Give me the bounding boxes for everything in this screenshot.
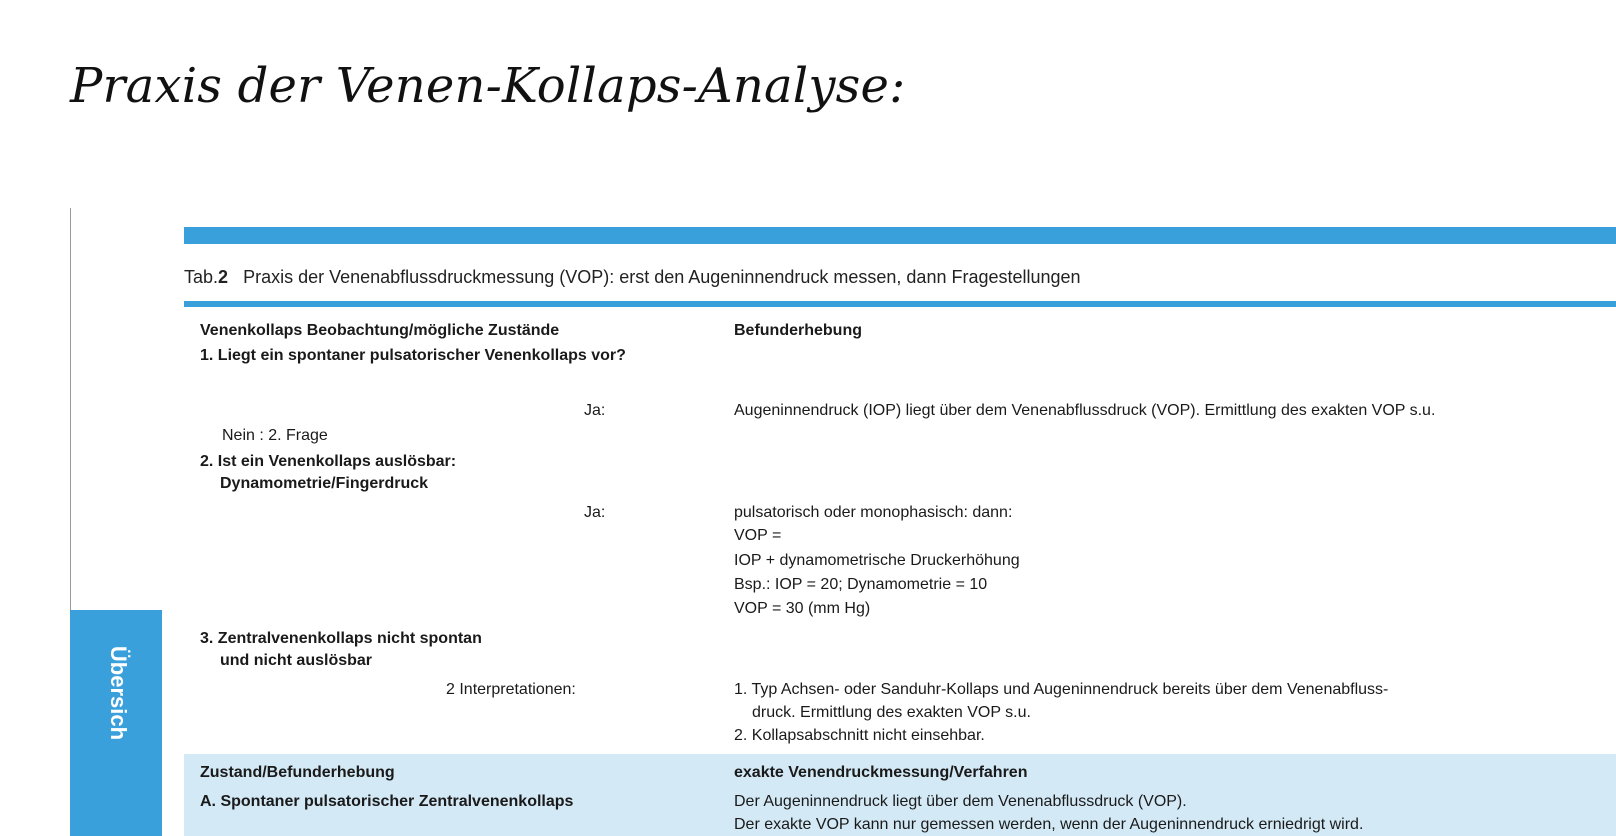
section-2-header-condition: Zustand/Befunderhebung (200, 764, 395, 781)
question-3-line-1: 3. Zentralvenenkollaps nicht spontan (200, 630, 482, 647)
question-3-interpretation-line: druck. Ermittlung des exakten VOP s.u. (752, 704, 1031, 721)
section-2-row-a-label: A. Spontaner pulsatorischer Zentralvenenkollaps (200, 793, 574, 810)
table-caption (184, 267, 1081, 288)
section-2-header-procedure: exakte Venendruckmessung/Verfahren (734, 764, 1028, 781)
question-1: 1. Liegt ein spontaner pulsatorischer Venenkollaps vor? (200, 347, 626, 364)
table-header-rule (184, 301, 1616, 307)
section-2-row-a-line: Der Augeninnendruck liegt über dem Venenabflussdruck (VOP). (734, 793, 1187, 810)
question-2-result-line: VOP = 30 (mm Hg) (734, 600, 871, 617)
caption-text: Praxis der Venenabflussdruckmessung (VOP): erst den Augeninnendruck messen, dann Fragestellungen (243, 267, 1081, 287)
question-1-nein: Nein : 2. Frage (222, 427, 328, 444)
question-2-result-line: IOP + dynamometrische Druckerhöhung (734, 552, 1020, 569)
section-side-tab-label: Übersich (106, 645, 131, 741)
question-1-ja-result: Augeninnendruck (IOP) liegt über dem Venenabflussdruck (VOP). Ermittlung des exakten VOP s.u. (734, 402, 1436, 419)
question-2-result-line: pulsatorisch oder monophasisch: dann: (734, 504, 1013, 521)
question-2-line-2: Dynamometrie/Fingerdruck (220, 475, 429, 492)
question-3-line-2: und nicht auslösbar (220, 652, 373, 669)
question-3-interpretation-line: 1. Typ Achsen- oder Sanduhr-Kollaps und Augeninnendruck bereits über dem Venenabfluss- (734, 681, 1389, 698)
page-title: Praxis der Venen-Kollaps-Analyse: (70, 58, 906, 114)
question-2-result-line: Bsp.: IOP = 20; Dynamometrie = 10 (734, 576, 988, 593)
table-top-bar (184, 227, 1616, 244)
question-3-interpretation-line: 2. Kollapsabschnitt nicht einsehbar. (734, 727, 985, 744)
section-2-row-a-line: Der exakte VOP kann nur gemessen werden, wenn der Augeninnendruck erniedrigt wird. (734, 816, 1364, 833)
question-2-result-line: VOP = (734, 527, 782, 544)
question-2-ja-label: Ja: (584, 504, 606, 521)
caption-tab-prefix: Tab. (184, 267, 219, 287)
question-2-line-1: 2. Ist ein Venenkollaps auslösbar: (200, 453, 457, 470)
caption-tab-number: 2 (218, 267, 229, 287)
question-1-ja-label: Ja: (584, 402, 606, 419)
question-3-interpretations-label: 2 Interpretationen: (446, 681, 576, 698)
column-header-findings: Befunderhebung (734, 322, 862, 339)
column-header-observation: Venenkollaps Beobachtung/mögliche Zustände (200, 322, 560, 339)
